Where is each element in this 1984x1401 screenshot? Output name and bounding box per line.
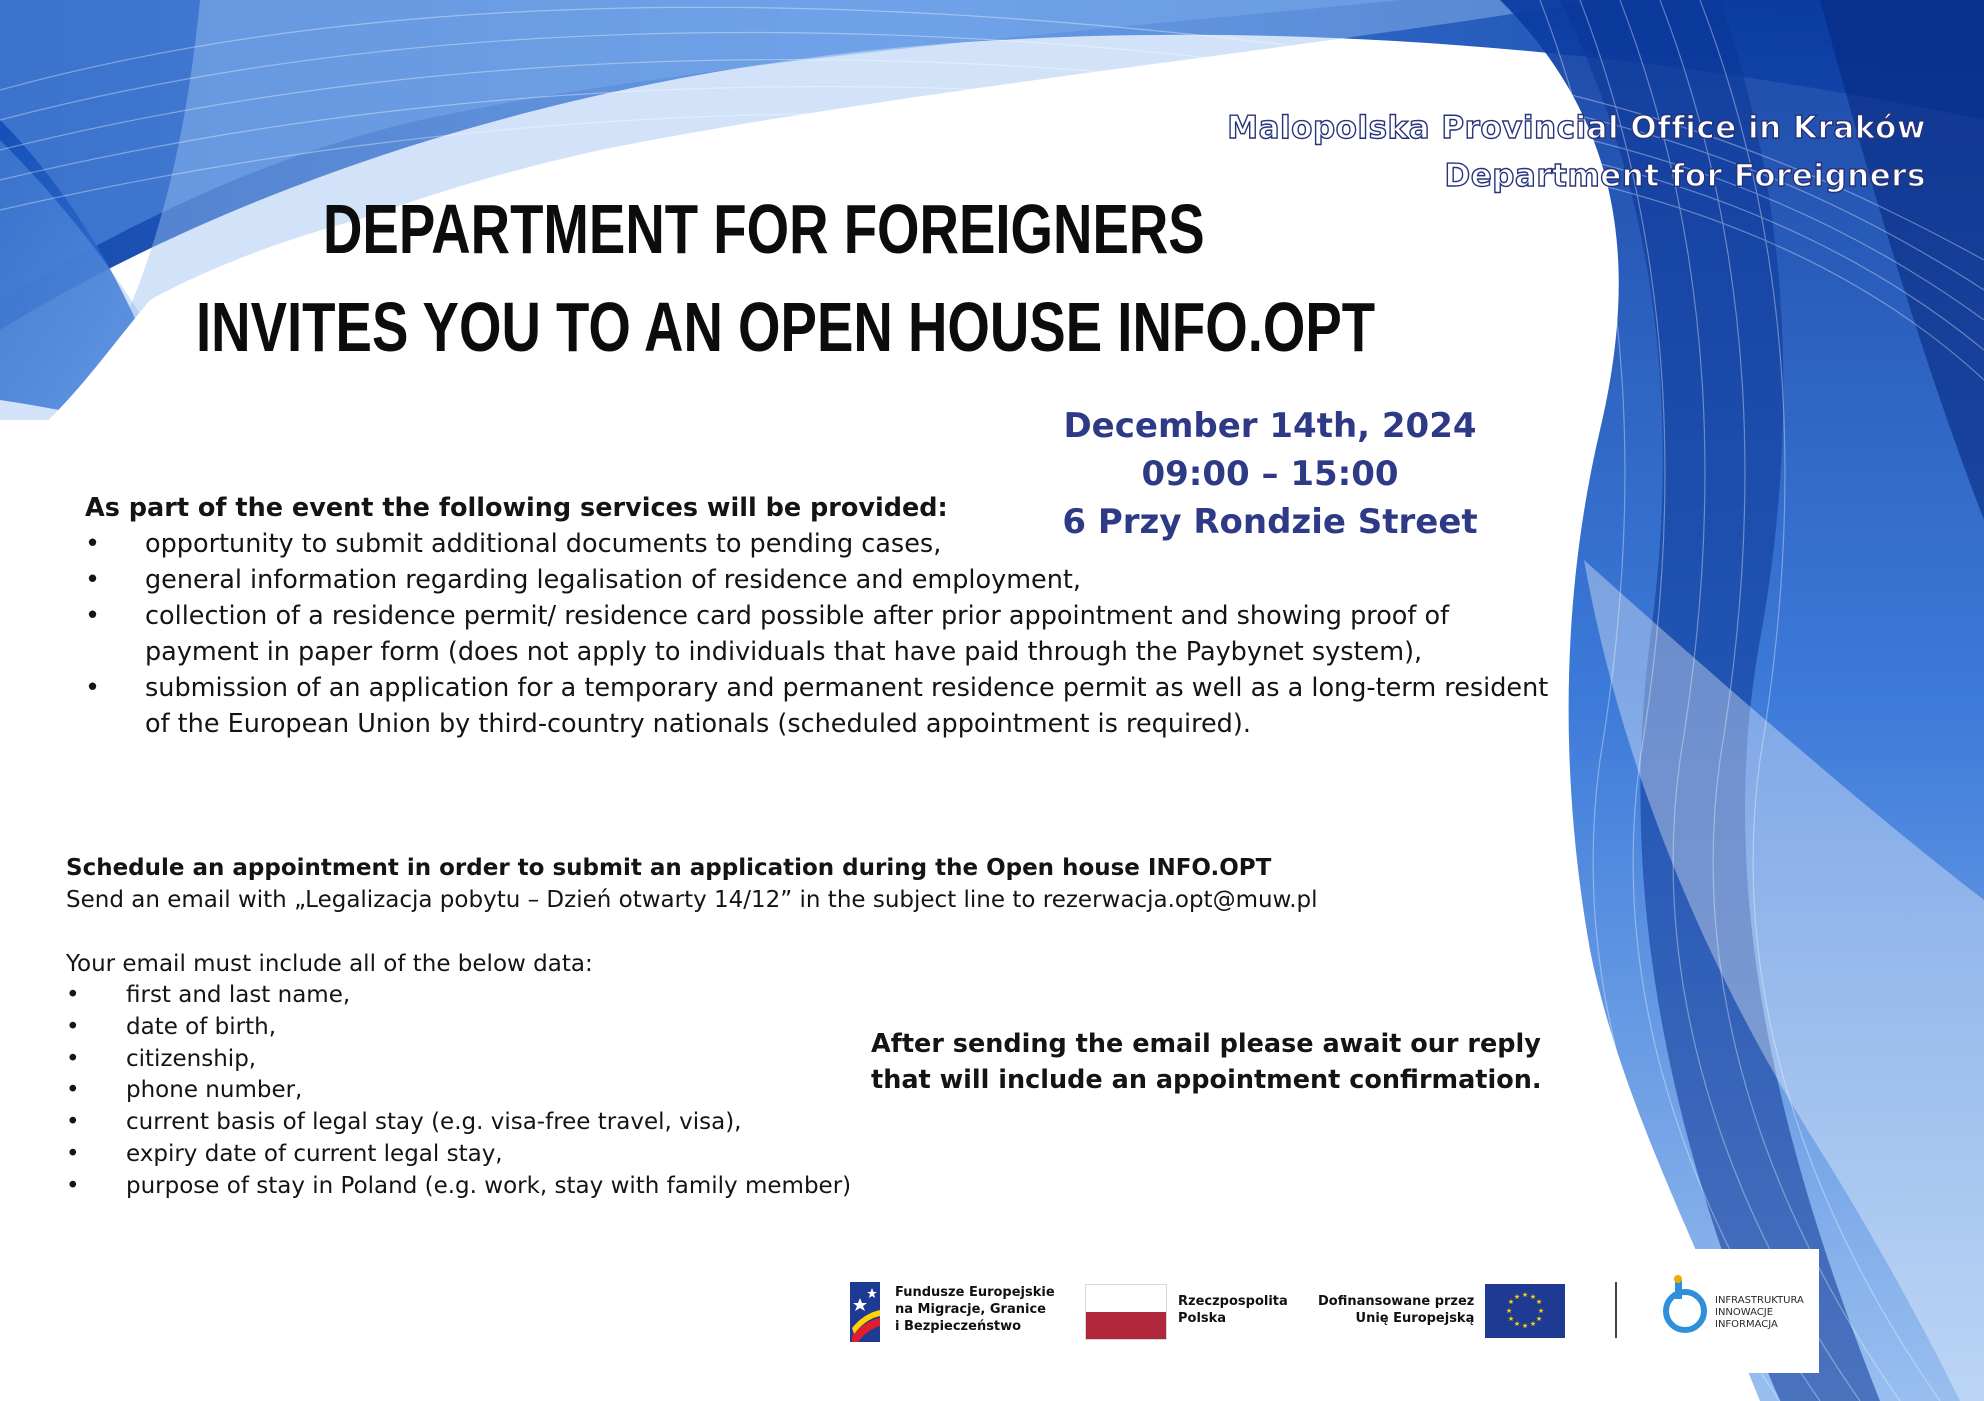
bullet: • bbox=[66, 1140, 80, 1167]
confirmation-note: After sending the email please await our reply that will include an appointment confirmation. bbox=[871, 1029, 1542, 1095]
bullet: • bbox=[85, 673, 101, 703]
appointment-instruction: Send an email with „Legalizacja pobytu – Dzień otwarty 14/12” in the subject line to rezerwacja.opt@muw.pl bbox=[66, 887, 1318, 913]
svg-text:★: ★ bbox=[1535, 1315, 1543, 1323]
bullet: • bbox=[85, 565, 101, 595]
list-item: • date of birth, bbox=[66, 1012, 1366, 1044]
svg-text:★: ★ bbox=[1529, 1320, 1537, 1328]
svg-text:★: ★ bbox=[1507, 1315, 1515, 1323]
list-item: • citizenship, bbox=[66, 1044, 1366, 1076]
bullet: • bbox=[85, 529, 101, 559]
list-item: • purpose of stay in Poland (e.g. work, stay with family member) bbox=[66, 1171, 1366, 1203]
infrastructure-label: INFRASTRUKTURA INNOWACJE INFORMACJA bbox=[1715, 1295, 1804, 1330]
list-item: • opportunity to submit additional documents to pending cases, bbox=[85, 526, 1565, 562]
bullet: • bbox=[66, 982, 80, 1008]
bullet: • bbox=[66, 1077, 80, 1104]
infrastructure-logo-box bbox=[1633, 1249, 1819, 1373]
appointment-heading: Schedule an appointment in order to submit an application during the Open house INFO.OPT bbox=[66, 855, 1272, 881]
poland-label: Rzeczpospolita Polska bbox=[1178, 1294, 1288, 1326]
svg-text:★: ★ bbox=[1513, 1320, 1521, 1328]
cofinanced-label: Dofinansowane przez Unię Europejską bbox=[1318, 1294, 1475, 1326]
headline-line2: INVITES YOU TO AN OPEN HOUSE INFO.OPT bbox=[196, 288, 1376, 366]
office-name bbox=[1227, 104, 1926, 200]
bullet: • bbox=[66, 1109, 80, 1136]
divider bbox=[1615, 1282, 1617, 1338]
svg-text:★: ★ bbox=[1505, 1307, 1513, 1315]
eu-funds-label: Fundusze Europejskie na Migracje, Granice i Bezpieczeństwo bbox=[895, 1285, 1055, 1334]
svg-text:★: ★ bbox=[1529, 1293, 1537, 1301]
list-item: • phone number, bbox=[66, 1075, 1366, 1107]
infrastructure-logo-icon bbox=[1661, 1275, 1709, 1337]
list-item: • current basis of legal stay (e.g. visa-free travel, visa), bbox=[66, 1107, 1366, 1139]
poland-flag-icon bbox=[1085, 1284, 1167, 1340]
svg-text:★: ★ bbox=[1521, 1291, 1529, 1299]
event-time: 09:00 – 15:00 bbox=[1141, 454, 1399, 494]
list-item: • collection of a residence permit/ residence card possible after prior appointment and showing proof of payment in paper form (does not apply to individuals that have paid through the Paybynet system), bbox=[85, 598, 1565, 670]
services-section bbox=[85, 490, 1565, 742]
list-item: • general information regarding legalisation of residence and employment, bbox=[85, 562, 1565, 598]
svg-text:★: ★ bbox=[1513, 1293, 1521, 1301]
office-name-line1: Malopolska Provincial Office in Kraków bbox=[1227, 110, 1926, 146]
headline-line1: DEPARTMENT FOR FOREIGNERS bbox=[323, 190, 1205, 268]
bullet: • bbox=[66, 1013, 80, 1040]
services-list bbox=[85, 526, 1565, 742]
list-item: • first and last name, bbox=[66, 980, 1366, 1012]
services-heading: As part of the event the following services will be provided: bbox=[85, 493, 948, 523]
bullet: • bbox=[66, 1172, 80, 1199]
bullet: • bbox=[66, 1045, 80, 1072]
event-date: December 14th, 2024 bbox=[1063, 406, 1477, 446]
svg-text:★: ★ bbox=[1521, 1322, 1529, 1330]
svg-text:★: ★ bbox=[1535, 1298, 1543, 1306]
office-name-line2: Department for Foreigners bbox=[1444, 158, 1926, 194]
svg-text:★: ★ bbox=[1537, 1307, 1545, 1315]
event-address: 6 Przy Rondzie Street bbox=[1062, 502, 1478, 542]
list-item: • submission of an application for a temporary and permanent residence permit as well as a long-term resident of the European Union by third-country nationals (scheduled appointment is required). bbox=[85, 670, 1565, 742]
bullet: • bbox=[85, 601, 101, 631]
eu-flag-icon bbox=[1485, 1284, 1565, 1338]
svg-text:★: ★ bbox=[1507, 1298, 1515, 1306]
requirements-intro: Your email must include all of the below data: bbox=[66, 951, 593, 977]
list-item: • expiry date of current legal stay, bbox=[66, 1139, 1366, 1171]
